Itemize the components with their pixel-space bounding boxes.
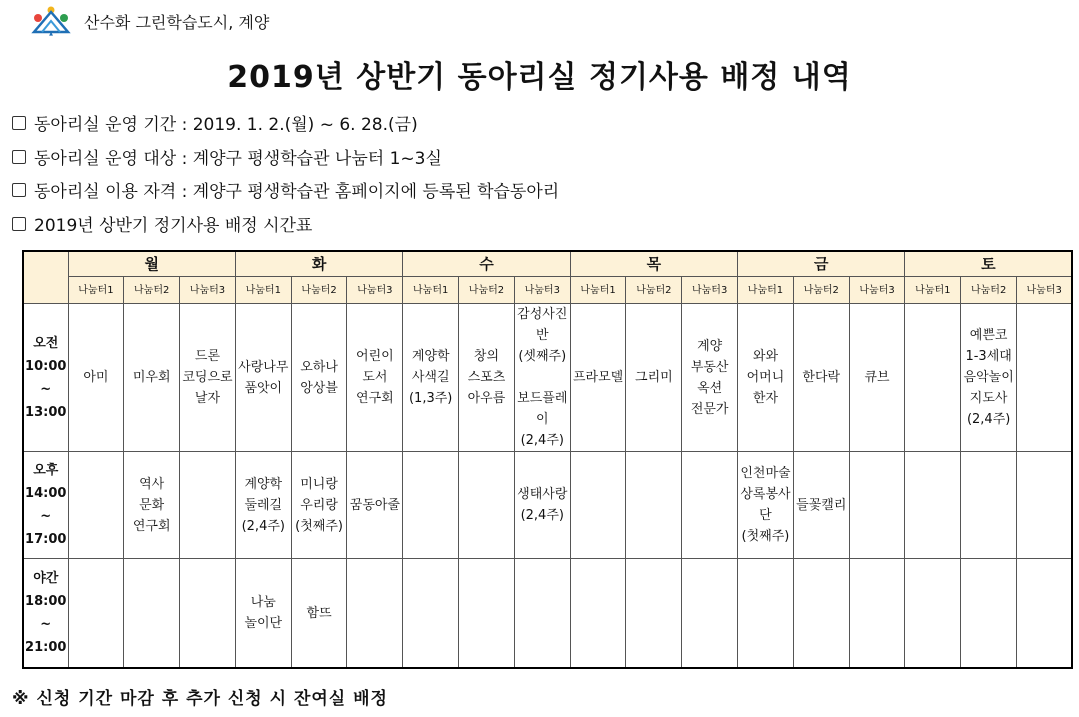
schedule-cell bbox=[682, 452, 738, 559]
room-header: 나눔터2 bbox=[459, 277, 515, 304]
schedule-cell bbox=[347, 559, 403, 669]
schedule-cell bbox=[68, 452, 124, 559]
info-text: 동아리실 운영 대상 : 계양구 평생학습관 나눔터 1~3실 bbox=[34, 149, 442, 169]
schedule-cell: 들꽃캘리 bbox=[793, 452, 849, 559]
schedule-table bbox=[22, 250, 1073, 669]
schedule-cell: 예쁜코 1-3세대 음악놀이 지도사 (2,4주) bbox=[961, 304, 1017, 452]
table-corner bbox=[23, 251, 68, 304]
day-header: 금 bbox=[738, 251, 905, 277]
schedule-cell bbox=[961, 559, 1017, 669]
room-header: 나눔터1 bbox=[235, 277, 291, 304]
logo-icon bbox=[30, 6, 72, 36]
schedule-cell bbox=[1017, 452, 1073, 559]
schedule-cell: 사랑나무 품앗이 bbox=[235, 304, 291, 452]
schedule-cell bbox=[1017, 304, 1073, 452]
time-slot-label: 오전 10:00 ~ 13:00 bbox=[23, 304, 68, 452]
day-header: 화 bbox=[235, 251, 402, 277]
info-text: 2019년 상반기 정기사용 배정 시간표 bbox=[34, 216, 313, 236]
room-header: 나눔터2 bbox=[626, 277, 682, 304]
schedule-cell bbox=[905, 452, 961, 559]
schedule-cell bbox=[905, 559, 961, 669]
checkbox-icon bbox=[12, 150, 26, 164]
schedule-cell bbox=[682, 559, 738, 669]
schedule-cell bbox=[459, 559, 515, 669]
info-item-timetable bbox=[12, 211, 312, 236]
schedule-cell: 그리미 bbox=[626, 304, 682, 452]
schedule-cell: 한다락 bbox=[793, 304, 849, 452]
room-header: 나눔터1 bbox=[570, 277, 626, 304]
schedule-cell bbox=[626, 559, 682, 669]
schedule-cell: 감성사진반 (셋째주) 보드플레이 (2,4주) bbox=[514, 304, 570, 452]
time-slot-label: 야간 18:00 ~ 21:00 bbox=[23, 559, 68, 669]
schedule-cell bbox=[961, 452, 1017, 559]
room-header: 나눔터3 bbox=[514, 277, 570, 304]
schedule-cell: 드론 코딩으로 날자 bbox=[180, 304, 236, 452]
schedule-cell bbox=[1017, 559, 1073, 669]
footer-note: ※ 신청 기간 마감 후 추가 신청 시 잔여실 배정 bbox=[12, 689, 388, 709]
schedule-cell: 아미 bbox=[68, 304, 124, 452]
schedule-cell: 어린이 도서 연구회 bbox=[347, 304, 403, 452]
room-header: 나눔터2 bbox=[124, 277, 180, 304]
schedule-cell bbox=[403, 452, 459, 559]
schedule-cell: 함뜨 bbox=[291, 559, 347, 669]
schedule-cell bbox=[514, 559, 570, 669]
time-slot-label: 오후 14:00 ~ 17:00 bbox=[23, 452, 68, 559]
schedule-cell bbox=[849, 452, 905, 559]
checkbox-icon bbox=[12, 116, 26, 130]
info-item-eligibility bbox=[12, 177, 559, 202]
room-header: 나눔터3 bbox=[1017, 277, 1073, 304]
day-header: 월 bbox=[68, 251, 235, 277]
info-item-period bbox=[12, 110, 418, 135]
schedule-cell bbox=[459, 452, 515, 559]
table-row bbox=[23, 452, 1072, 559]
checkbox-icon bbox=[12, 183, 26, 197]
schedule-cell: 인천마술 상록봉사단 (첫째주) bbox=[738, 452, 794, 559]
info-text: 동아리실 운영 기간 : 2019. 1. 2.(월) ~ 6. 28.(금) bbox=[34, 115, 418, 135]
schedule-cell: 꿈동아줄 bbox=[347, 452, 403, 559]
room-header: 나눔터1 bbox=[403, 277, 459, 304]
schedule-cell: 프라모델 bbox=[570, 304, 626, 452]
svg-text:▲: ▲ bbox=[49, 31, 53, 36]
page-title: 2019년 상반기 동아리실 정기사용 배정 내역 bbox=[227, 60, 852, 95]
schedule-cell: 와와 어머니 한자 bbox=[738, 304, 794, 452]
schedule-cell bbox=[626, 452, 682, 559]
schedule-cell: 미우회 bbox=[124, 304, 180, 452]
schedule-cell: 큐브 bbox=[849, 304, 905, 452]
room-header: 나눔터1 bbox=[738, 277, 794, 304]
schedule-cell bbox=[570, 559, 626, 669]
schedule-cell: 계양학 둘레길 (2,4주) bbox=[235, 452, 291, 559]
schedule-cell bbox=[905, 304, 961, 452]
header bbox=[30, 6, 269, 36]
schedule-cell bbox=[68, 559, 124, 669]
room-header: 나눔터2 bbox=[291, 277, 347, 304]
schedule-cell bbox=[793, 559, 849, 669]
room-header: 나눔터2 bbox=[793, 277, 849, 304]
day-header: 토 bbox=[905, 251, 1072, 277]
table-row bbox=[23, 304, 1072, 452]
schedule-cell: 계양 부동산 옥션 전문가 bbox=[682, 304, 738, 452]
schedule-cell bbox=[124, 559, 180, 669]
schedule-cell: 나눔 놀이단 bbox=[235, 559, 291, 669]
org-name: 산수화 그린학습도시, 계양 bbox=[84, 12, 270, 32]
schedule-cell bbox=[180, 452, 236, 559]
schedule-cell bbox=[849, 559, 905, 669]
schedule-cell: 계양학 사색길 (1,3주) bbox=[403, 304, 459, 452]
schedule-cell bbox=[738, 559, 794, 669]
room-header: 나눔터2 bbox=[961, 277, 1017, 304]
schedule-cell bbox=[403, 559, 459, 669]
schedule-cell bbox=[570, 452, 626, 559]
info-text: 동아리실 이용 자격 : 계양구 평생학습관 홈페이지에 등록된 학습동아리 bbox=[34, 182, 560, 202]
room-header: 나눔터3 bbox=[180, 277, 236, 304]
day-header: 목 bbox=[570, 251, 737, 277]
schedule-cell: 오하나 앙상블 bbox=[291, 304, 347, 452]
room-header: 나눔터1 bbox=[905, 277, 961, 304]
table-row bbox=[23, 559, 1072, 669]
room-header: 나눔터3 bbox=[347, 277, 403, 304]
day-header: 수 bbox=[403, 251, 570, 277]
schedule-cell: 창의 스포츠 아우름 bbox=[459, 304, 515, 452]
checkbox-icon bbox=[12, 217, 26, 231]
room-header: 나눔터1 bbox=[68, 277, 124, 304]
info-item-target bbox=[12, 144, 442, 169]
schedule-cell: 생태사랑 (2,4주) bbox=[514, 452, 570, 559]
schedule-cell: 미니랑 우리랑 (첫째주) bbox=[291, 452, 347, 559]
room-header: 나눔터3 bbox=[849, 277, 905, 304]
schedule-cell bbox=[180, 559, 236, 669]
room-header: 나눔터3 bbox=[682, 277, 738, 304]
schedule-cell: 역사 문화 연구회 bbox=[124, 452, 180, 559]
